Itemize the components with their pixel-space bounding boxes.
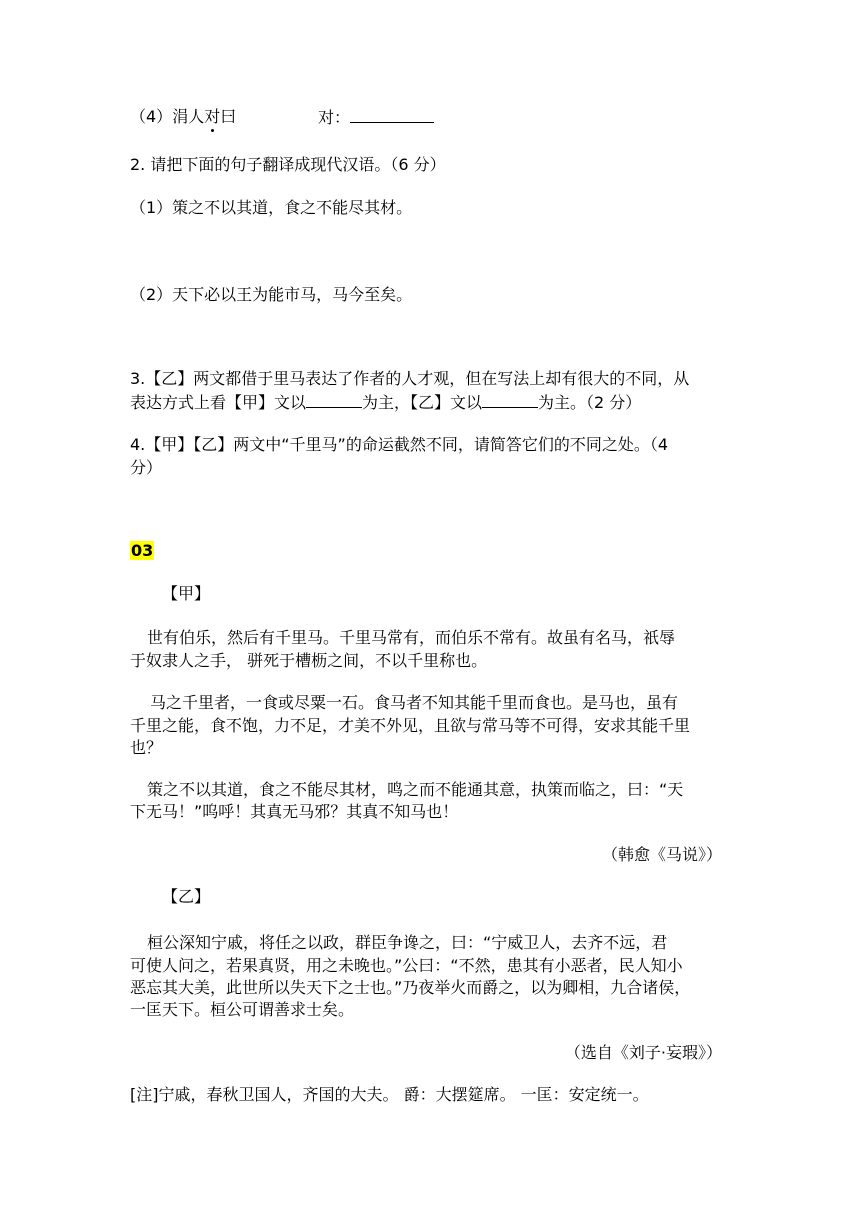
- q1-item4-dotted-char: 对: [204, 107, 221, 126]
- q2-item-2: （2）天下必以王为能市马，马今至矣。: [130, 285, 413, 304]
- jia-line: 世有伯乐，然后有千里马。千里马常有，而伯乐不常有。故虽有名马，祇辱: [147, 628, 676, 647]
- jia-line: 策之不以其道，食之不能尽其材，鸣之而不能通其意，执策而临之，曰：“天: [147, 780, 684, 799]
- jia-source: （韩愈《马说》）: [601, 845, 722, 864]
- answer-blank[interactable]: [306, 391, 362, 408]
- answer-blank[interactable]: [350, 106, 434, 123]
- q1-item4-answer: [318, 106, 434, 129]
- jia-line: 下无马！”呜呼！其真无马邪？其真不知马也！: [130, 802, 459, 821]
- yi-line: 一匡天下。桓公可谓善求士矣。: [130, 1000, 355, 1019]
- q4-line1: 4.【甲】【乙】两文中“千里马”的命运截然不同，请简答它们的不同之处。（4: [130, 435, 669, 454]
- q1-item4: [130, 106, 236, 128]
- q3-line2-b: 为主，【乙】文以: [362, 393, 483, 412]
- jia-tag: 【甲】: [162, 584, 211, 603]
- footnote: [注]宁戚，春秋卫国人，齐国的大夫。 爵：大摆筵席。 一匡：安定统一。: [130, 1085, 649, 1104]
- answer-blank[interactable]: [482, 391, 538, 408]
- q1-item4-post: 曰: [220, 107, 237, 126]
- section-number: [130, 540, 154, 562]
- jia-line: 马之千里者，一食或尽粟一石。食马者不知其能千里而食也。是马也，虽有: [150, 693, 679, 712]
- q3-line2-c: 为主。（2 分）: [538, 393, 642, 412]
- jia-line: 于奴隶人之手， 骈死于槽枥之间，不以千里称也。: [130, 651, 488, 670]
- jia-line: 也？: [130, 738, 163, 757]
- q1-item4-label: 对：: [318, 108, 351, 127]
- yi-tag: 【乙】: [162, 887, 211, 906]
- yi-line: 恶忘其大美，此世所以失天下之士也。”乃夜举火而爵之，以为卿相，九合诸侯，: [130, 978, 691, 997]
- q1-item4-pre: 涓人: [172, 107, 205, 126]
- yi-line: 桓公深知宁戚，将任之以政，群臣争谗之，曰：“宁威卫人，去齐不远，君: [147, 933, 668, 952]
- section-number-highlight: 03: [131, 541, 154, 560]
- q3-line1: 3.【乙】两文都借于里马表达了作者的人才观，但在写法上却有很大的不同，从: [130, 369, 690, 388]
- q4-line2: 分）: [130, 458, 163, 477]
- q2-item-1: （1）策之不以其道，食之不能尽其材。: [130, 198, 413, 217]
- yi-source: （选自《刘子·妄瑕》）: [564, 1043, 722, 1062]
- q3-line2-a: 表达方式上看【甲】文以: [130, 393, 307, 412]
- q2-title: 2. 请把下面的句子翻译成现代汉语。（6 分）: [130, 155, 446, 174]
- q3-line2: [130, 391, 641, 414]
- jia-line: 千里之能，食不饱，力不足，才美不外见，且欲与常马等不可得，安求其能千里: [130, 716, 691, 735]
- yi-line: 可使人问之，若果真贤，用之未晚也。”公曰：“不然，患其有小恶者，民人知小: [130, 956, 683, 975]
- q1-item4-num: （4）: [130, 107, 173, 126]
